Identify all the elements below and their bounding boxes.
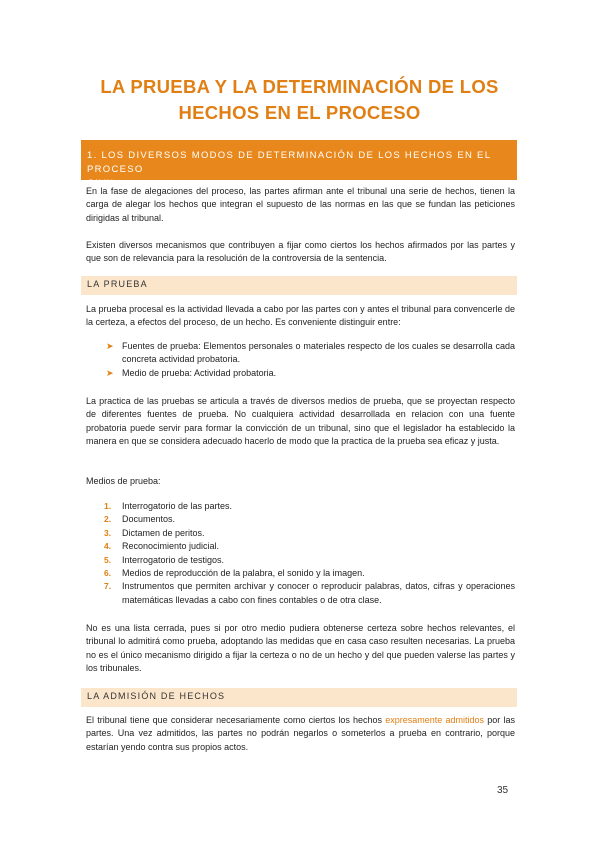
- list-item: [86, 527, 515, 540]
- la-prueba-paragraph-2: La practica de las pruebas se articula a través de diversos medios de prueba, que se proyectan respecto de diferentes fuentes de prueba. No cualquiera actividad desarrollada en relacion con una fuente probatoria puede servir para formar la convicción de un tribunal, sino que el legislador ha establecido la manera en que se considera adecuado hacerlo de modo que la practica de la prueba sea eficaz y justa.: [86, 396, 515, 447]
- admision-paragraph-1: [86, 714, 515, 754]
- list-number: 7.: [104, 581, 112, 592]
- chevron-right-icon: ➤: [106, 367, 114, 378]
- highlighted-term: expresamente admitidos: [385, 715, 485, 725]
- la-prueba-paragraph-4: No es una lista cerrada, pues si por otro medio pudiera obtenerse certeza sobre hechos relevantes, el tribunal lo admitirá como prueba, adoptando las medidas que en casa caso resulten necesarias. La prueba no es el único mecanismo dirigido a fijar la certeza o no de un hecho y del que pueden valerse las partes y los tribunales.: [86, 623, 515, 674]
- list-item: [86, 540, 515, 553]
- list-item: [86, 567, 515, 580]
- list-number: 6.: [104, 568, 112, 579]
- list-item-text: Fuentes de prueba: Elementos personales o materiales respecto de los cuales se desarrolla cada concreta actividad probatoria.: [122, 341, 515, 365]
- list-number: 1.: [104, 501, 112, 511]
- list-number: 4.: [104, 541, 112, 552]
- chevron-right-icon: ➤: [106, 341, 114, 351]
- page-title-line-2: HECHOS EN EL PROCESO: [178, 102, 421, 123]
- section-heading-1-line-2: CIVIL: [87, 178, 118, 189]
- list-item: [86, 554, 515, 567]
- list-item: [86, 340, 515, 367]
- medios-intro: Medios de prueba:: [86, 476, 161, 486]
- admision-text-after: por las partes. Una vez admitidos, las partes no podrán negarlos o someterlos a prueba en contrario, porque estarían yendo contra sus propios actos.: [86, 715, 515, 752]
- list-item-text: Dictamen de peritos.: [122, 527, 205, 538]
- list-item-text: Reconocimiento judicial.: [122, 541, 220, 552]
- section1-paragraph-2: Existen diversos mecanismos que contribuyen a fijar como ciertos los hechos afirmados por las partes y que son de relevancia para la resolución de la controversia de la sentencia.: [86, 240, 515, 264]
- list-item: [86, 500, 515, 513]
- section-heading-1-line-1: 1. LOS DIVERSOS MODOS DE DETERMINACIÓN DE LOS HECHOS EN EL PROCESO: [87, 150, 491, 175]
- list-item: [86, 367, 515, 380]
- admision-text-before: El tribunal tiene que considerar necesariamente como ciertos los hechos: [86, 715, 386, 725]
- list-item-text: Instrumentos que permiten archivar y conocer o reproducir palabras, datos, cifras y operaciones matemáticas llevadas a cabo con fines contables o de otra clase.: [122, 581, 515, 605]
- list-item-text: Medio de prueba: Actividad probatoria.: [122, 367, 277, 378]
- list-item-text: Interrogatorio de las partes.: [122, 501, 233, 511]
- page-title-line-1: LA PRUEBA Y LA DETERMINACIÓN DE LOS: [100, 76, 499, 97]
- la-prueba-paragraph-1: La prueba procesal es la actividad llevada a cabo por las partes con y antes el tribunal para convencerle de la certeza, a efectos del proceso, de un hecho. Es conveniente distinguir entre:: [86, 304, 515, 328]
- list-number: 5.: [104, 554, 112, 565]
- medios-numbered-list: [86, 500, 515, 607]
- subheading-admision-de-hechos: LA ADMISIÓN DE HECHOS: [81, 688, 517, 707]
- list-number: 3.: [104, 527, 112, 538]
- list-number: 2.: [104, 514, 112, 525]
- section1-paragraph-1: En la fase de alegaciones del proceso, las partes afirman ante el tribunal una serie de hechos, tienen la carga de alegar los hechos que integran el supuesto de las normas en las que se fundan las peticiones dirigidas al tribunal.: [86, 186, 515, 223]
- list-item-text: Interrogatorio de testigos.: [122, 554, 225, 565]
- list-item-text: Medios de reproducción de la palabra, el sonido y la imagen.: [122, 568, 365, 579]
- page-title: [70, 74, 529, 126]
- fuentes-bullet-list: [86, 340, 515, 380]
- page-number: 35: [497, 785, 509, 796]
- list-item: [86, 513, 515, 526]
- section-heading-1: [81, 140, 517, 189]
- subheading-la-prueba: LA PRUEBA: [81, 276, 517, 295]
- list-item: [86, 580, 515, 607]
- list-item-text: Documentos.: [122, 514, 176, 525]
